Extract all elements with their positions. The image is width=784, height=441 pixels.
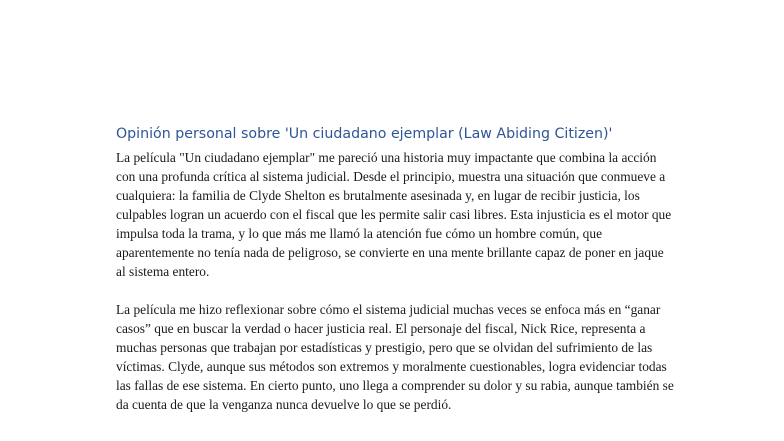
- document-heading: Opinión personal sobre 'Un ciudadano ejemplar (Law Abiding Citizen)': [116, 126, 613, 142]
- paragraph-2: La película me hizo reflexionar sobre cómo el sistema judicial muchas veces se enfoca más en “ganar casos” que en buscar la verdad o hacer justicia real. El personaje del fiscal, Nick Rice, representa a muchas personas que trabajan por estadísticas y prestigio, pero que se olvidan del sufrimiento de las víctimas. Clyde, aunque sus métodos son extremos y moralmente cuestionables, logra evidenciar todas las fallas de ese sistema. En cierto punto, uno llega a comprender su dolor y su rabia, aunque también se da cuenta de que la venganza nunca devuelve lo que se perdió.: [116, 302, 674, 412]
- paragraph-1: La película "Un ciudadano ejemplar" me pareció una historia muy impactante que combina la acción con una profunda crítica al sistema judicial. Desde el principio, muestra una situación que conmueve a cualquiera: la familia de Clyde Shelton es brutalmente asesinada y, en lugar de recibir justicia, los culpables logran un acuerdo con el fiscal que les permite salir casi libres. Esta injusticia es el motor que impulsa toda la trama, y lo que más me llamó la atención fue cómo un hombre común, que aparentemente no tenía nada de peligroso, se convierte en una mente brillante capaz de poner en jaque al sistema entero.: [116, 150, 672, 279]
- document-body: [116, 123, 676, 414]
